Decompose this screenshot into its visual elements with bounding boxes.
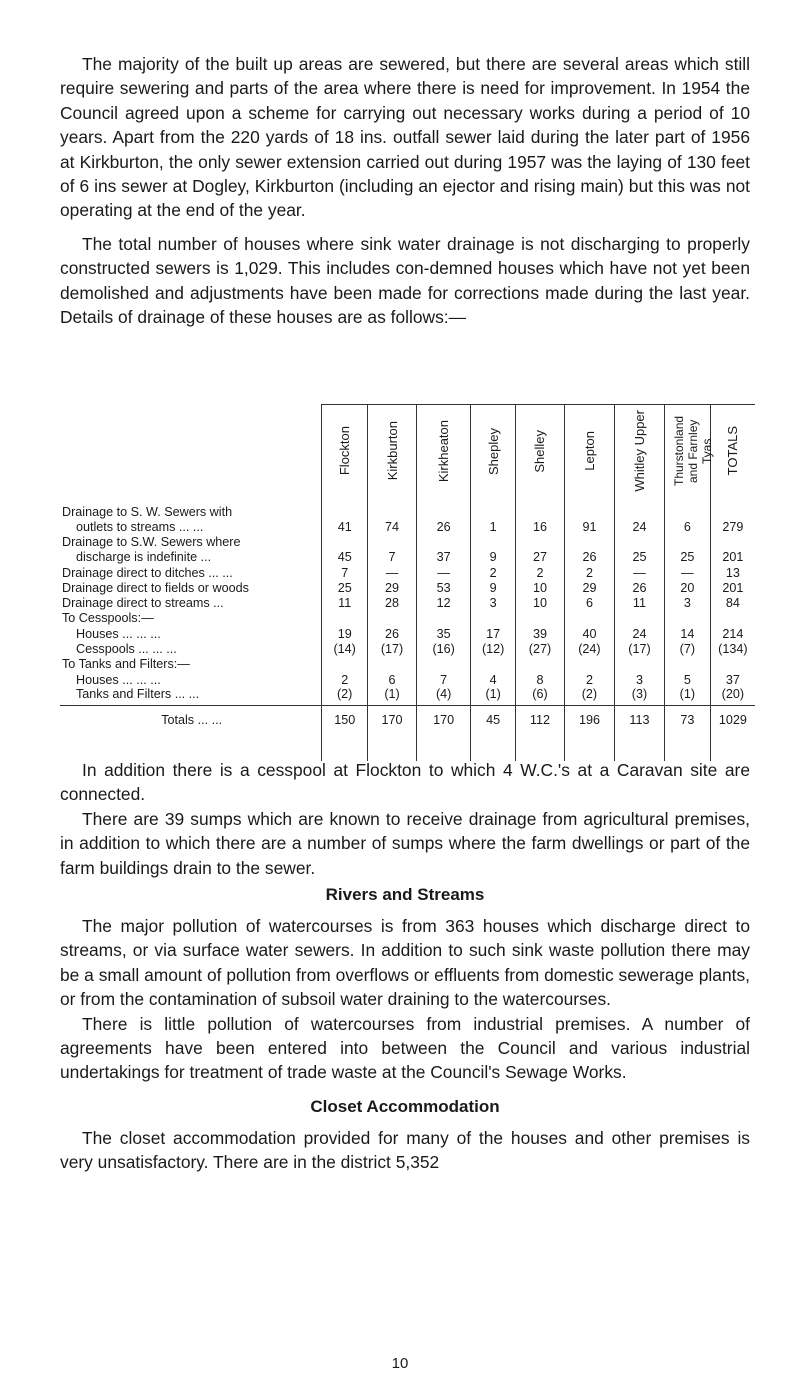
table-row: [60, 497, 755, 519]
table-cell: 6: [368, 672, 417, 687]
table-cell: 41: [322, 519, 368, 534]
table-cell: 3: [664, 595, 710, 610]
table-cell: 7: [322, 565, 368, 580]
table-cell: 20: [664, 580, 710, 595]
column-header: Kirkheaton: [417, 405, 471, 498]
table-cell: [664, 497, 710, 519]
row-label: Drainage direct to streams ...: [62, 596, 224, 611]
table-cell: [614, 534, 664, 549]
table-header-row: [60, 405, 755, 498]
table-cell: (134): [710, 641, 755, 656]
table-cell: 26: [368, 626, 417, 641]
paragraph-caravan: In addition there is a cesspool at Flockton to which 4 W.C.'s at a Caravan site are connected.: [60, 760, 750, 805]
table-cell: 40: [564, 626, 614, 641]
table-cell: 5: [664, 672, 710, 687]
paragraph-industrial: There is little pollution of watercourses from industrial premises. A number of agreements have been entered into between the Council and various industrial undertakings for treatment of trade waste at the Council's Sewage Works.: [60, 1013, 750, 1083]
totals-row: [60, 706, 755, 762]
table-cell: 84: [710, 595, 755, 610]
table-cell: 16: [515, 519, 564, 534]
table-cell: —: [368, 565, 417, 580]
table-cell: (2): [322, 687, 368, 706]
table-cell: 39: [515, 626, 564, 641]
table-cell: 6: [564, 595, 614, 610]
totals-cell: 1029: [710, 706, 755, 762]
table-cell: [564, 657, 614, 672]
table-cell: [614, 657, 664, 672]
table-cell: [368, 611, 417, 626]
column-header: Thurstonland and Farnley Tyas: [664, 405, 710, 498]
totals-cell: 170: [368, 706, 417, 762]
table-cell: (16): [417, 641, 471, 656]
table-cell: [710, 611, 755, 626]
table-row: [60, 595, 755, 610]
table-cell: 26: [564, 550, 614, 565]
table-cell: [368, 534, 417, 549]
totals-cell: 73: [664, 706, 710, 762]
totals-cell: 170: [417, 706, 471, 762]
table-row: [60, 565, 755, 580]
table-cell: (24): [564, 641, 614, 656]
paragraph-closets: The closet accommodation provided for many of the houses and other premises is very unsatisfactory. There are in the district 5,352: [60, 1127, 750, 1173]
table-row: [60, 672, 755, 687]
table-cell: 19: [322, 626, 368, 641]
table-cell: [664, 611, 710, 626]
table-cell: [614, 611, 664, 626]
row-label: Drainage to S.W. Sewers where: [62, 534, 241, 549]
table-cell: [322, 534, 368, 549]
table-cell: 201: [710, 580, 755, 595]
table-cell: [515, 534, 564, 549]
table-cell: (1): [664, 687, 710, 706]
table-cell: [564, 497, 614, 519]
table-cell: 279: [710, 519, 755, 534]
paragraph-sumps: There are 39 sumps which are known to receive drainage from agricultural premises, in addition to which there are a number of sumps where the farm dwellings or part of the farm buildings drain to the sewer.: [60, 808, 750, 878]
table-cell: [664, 534, 710, 549]
table-cell: [322, 611, 368, 626]
row-label: Tanks and Filters ... ...: [76, 687, 200, 702]
table-cell: (1): [471, 687, 516, 706]
row-label: Houses ... ... ...: [76, 626, 161, 641]
table-cell: 7: [417, 672, 471, 687]
table-cell: 10: [515, 580, 564, 595]
table-row: [60, 626, 755, 641]
table-cell: 25: [614, 550, 664, 565]
table-cell: 25: [664, 550, 710, 565]
table-cell: 25: [322, 580, 368, 595]
table-cell: [368, 657, 417, 672]
table-cell: 7: [368, 550, 417, 565]
table-cell: 2: [515, 565, 564, 580]
after-text: [60, 758, 750, 1175]
row-label: Drainage direct to ditches ... ...: [62, 565, 233, 580]
drainage-table-wrapper: [60, 404, 755, 761]
table-row: [60, 657, 755, 672]
table-cell: 45: [322, 550, 368, 565]
table-cell: 74: [368, 519, 417, 534]
page-number: 10: [391, 1355, 409, 1372]
row-label: Drainage to S. W. Sewers with: [62, 505, 233, 519]
totals-cell: 113: [614, 706, 664, 762]
row-label: To Cesspools:—: [62, 611, 154, 626]
table-cell: 11: [322, 595, 368, 610]
table-cell: 27: [515, 550, 564, 565]
table-cell: [564, 611, 614, 626]
row-label: Drainage direct to fields or woods: [62, 580, 249, 595]
table-cell: —: [664, 565, 710, 580]
table-cell: [564, 534, 614, 549]
table-cell: 8: [515, 672, 564, 687]
totals-label: Totals ... ...: [60, 706, 322, 762]
table-cell: 1: [471, 519, 516, 534]
paragraph-sewering: The majority of the built up areas are sewered, but there are several areas which still require sewering and parts of the area where there is need for improvement. In 1954 the Council agreed upon a scheme for carrying out necessary works during a period of 10 years. Apart from the 220 yards of 18 ins. outfall sewer laid during the later part of 1956 at Kirkburton, the only sewer extension carried out during 1957 was the laying of 130 feet of 6 ins sewer at Dogley, Kirkburton (including an ejector and rising main) but this was not operating at the end of the year.: [60, 54, 750, 221]
row-label: outlets to streams ... ...: [76, 519, 204, 534]
intro-text: [60, 52, 750, 329]
table-cell: [417, 611, 471, 626]
table-cell: 2: [564, 565, 614, 580]
table-row: [60, 519, 755, 534]
table-cell: [471, 611, 516, 626]
table-cell: (17): [368, 641, 417, 656]
table-cell: 3: [471, 595, 516, 610]
table-cell: [710, 534, 755, 549]
column-header: Kirkburton: [368, 405, 417, 498]
table-cell: [368, 497, 417, 519]
totals-cell: 45: [471, 706, 516, 762]
table-cell: 2: [471, 565, 516, 580]
heading-rivers: Rivers and Streams: [325, 885, 485, 905]
table-cell: 9: [471, 550, 516, 565]
header-corner: [60, 405, 322, 498]
table-cell: [471, 497, 516, 519]
table-row: [60, 641, 755, 656]
table-cell: 24: [614, 626, 664, 641]
table-row: [60, 611, 755, 626]
table-row: [60, 580, 755, 595]
table-cell: 91: [564, 519, 614, 534]
table-cell: [471, 657, 516, 672]
table-cell: (20): [710, 687, 755, 706]
table-cell: 24: [614, 519, 664, 534]
table-cell: (14): [322, 641, 368, 656]
table-cell: (6): [515, 687, 564, 706]
heading-closets: Closet Accommodation: [310, 1096, 500, 1116]
table-cell: 214: [710, 626, 755, 641]
table-cell: [322, 657, 368, 672]
table-cell: —: [417, 565, 471, 580]
table-cell: 2: [322, 672, 368, 687]
table-cell: 14: [664, 626, 710, 641]
table-cell: [322, 497, 368, 519]
table-row: [60, 687, 755, 706]
table-body: [60, 497, 755, 761]
table-cell: 29: [564, 580, 614, 595]
table-cell: 201: [710, 550, 755, 565]
totals-cell: 150: [322, 706, 368, 762]
table-cell: (12): [471, 641, 516, 656]
column-header: TOTALS: [710, 405, 755, 498]
row-label: To Tanks and Filters:—: [62, 657, 190, 672]
totals-cell: 112: [515, 706, 564, 762]
table-row: [60, 550, 755, 565]
drainage-table: [60, 404, 755, 761]
table-cell: 6: [664, 519, 710, 534]
table-cell: 28: [368, 595, 417, 610]
table-cell: [417, 534, 471, 549]
paragraph-pollution: The major pollution of watercourses is from 363 houses which discharge direct to streams, or via surface water sewers. In addition to such sink waste pollution there may be a small amount of pollution from overflows or effluents from domestic sewerage plants, or from the contamination of subsoil water draining to the watercourses.: [60, 916, 750, 1010]
table-cell: 26: [614, 580, 664, 595]
table-cell: 9: [471, 580, 516, 595]
table-cell: 2: [564, 672, 614, 687]
table-cell: 37: [417, 550, 471, 565]
table-cell: 29: [368, 580, 417, 595]
totals-cell: 196: [564, 706, 614, 762]
table-cell: 26: [417, 519, 471, 534]
table-cell: [417, 657, 471, 672]
table-cell: (4): [417, 687, 471, 706]
column-header: Flockton: [322, 405, 368, 498]
table-cell: 10: [515, 595, 564, 610]
table-cell: 3: [614, 672, 664, 687]
table-cell: (1): [368, 687, 417, 706]
table-cell: 17: [471, 626, 516, 641]
table-cell: 35: [417, 626, 471, 641]
table-cell: (7): [664, 641, 710, 656]
row-label: Houses ... ... ...: [76, 672, 161, 687]
table-cell: (27): [515, 641, 564, 656]
row-label: discharge is indefinite ...: [76, 550, 212, 565]
table-cell: (3): [614, 687, 664, 706]
table-row: [60, 534, 755, 549]
table-cell: 37: [710, 672, 755, 687]
table-cell: —: [614, 565, 664, 580]
table-cell: [710, 497, 755, 519]
table-cell: [614, 497, 664, 519]
column-header: Whitley Upper: [614, 405, 664, 498]
table-cell: [515, 657, 564, 672]
table-cell: (2): [564, 687, 614, 706]
column-header: Shelley: [515, 405, 564, 498]
table-cell: 13: [710, 565, 755, 580]
column-header: Shepley: [471, 405, 516, 498]
table-cell: [417, 497, 471, 519]
table-cell: 11: [614, 595, 664, 610]
table-cell: (17): [614, 641, 664, 656]
paragraph-drainage-total: The total number of houses where sink water drainage is not discharging to properly constructed sewers is 1,029. This includes con-demned houses which have not yet been demolished and adjustments have been made for corrections made during the last year. Details of drainage of these houses are as follows:—: [60, 233, 750, 328]
table-cell: 4: [471, 672, 516, 687]
table-cell: 53: [417, 580, 471, 595]
table-cell: 12: [417, 595, 471, 610]
table-cell: [664, 657, 710, 672]
table-cell: [471, 534, 516, 549]
row-label: Cesspools ... ... ...: [76, 642, 177, 657]
table-cell: [515, 611, 564, 626]
table-cell: [710, 657, 755, 672]
table-cell: [515, 497, 564, 519]
column-header: Lepton: [564, 405, 614, 498]
